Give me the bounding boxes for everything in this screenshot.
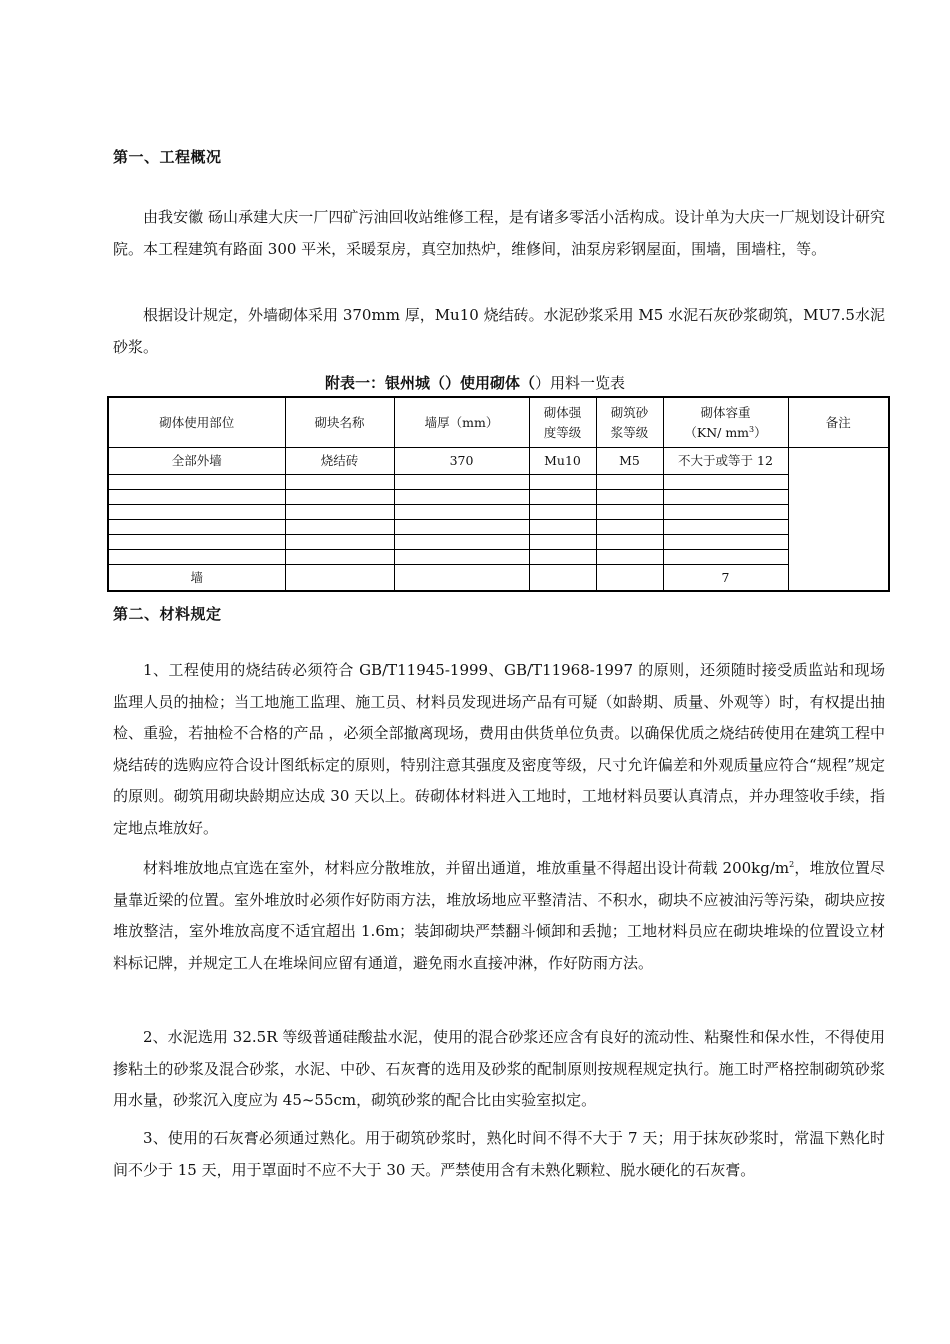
table-row: [108, 565, 889, 592]
header-part: 砌体使用部位: [108, 397, 285, 448]
table-row-blank: [108, 475, 889, 490]
cell-thickness: 370: [394, 448, 529, 475]
header-density: 砌体容重 （KN/ $mm^3$）: [663, 397, 788, 448]
table-row-blank: [108, 490, 889, 505]
table-row-blank: [108, 535, 889, 550]
section2-paragraph-2: 材料堆放地点宜选在室外，材料应分散堆放，并留出通道，堆放重量不得超出设计荷载 $200kg/m^2$，堆放位置尽量靠近梁的位置。室外堆放时必须作好防雨方法，堆放场地应平整清洁、不积水，砌块不应被油污等污染，砌块应按堆放整洁，室外堆放高度不适宜超出 1.6m；装卸砌块严禁翻斗倾卸和丢抛；工地材料员应在砌块堆垛的位置设立材料标记牌，并规定工人在堆垛间应留有通道，避免雨水直接冲淋，作好防雨方法。: [113, 859, 885, 972]
section2-heading: 第二、材料规定: [113, 605, 222, 623]
table-caption-normal: ）用料一览表: [535, 374, 626, 392]
section1-paragraph-1: 由我安徽 砀山承建大庆一厂四矿污油回收站维修工程，是有诸多零活小活构成。设计单为大庆一厂规划设计研究院。本工程建筑有路面 300 平米，采暖泵房，真空加热炉，维修间，油泵房彩钢屋面，围墙，围墙柱，等。: [113, 208, 885, 258]
header-block-name: 砌块名称: [285, 397, 394, 448]
section2-paragraph-3: 2、水泥选用 32.5R 等级普通硅酸盐水泥，使用的混合砂浆还应含有良好的流动性、粘聚性和保水性，不得使用掺粘土的砂浆及混合砂浆，水泥、中砂、石灰膏的选用及砂浆的配制原则按规程规定执行。施工时严格控制砌筑砂浆用水量，砂浆沉入度应为 45~55cm，砌筑砂浆的配合比由实验室拟定。: [113, 1028, 885, 1109]
cell-remark: [788, 448, 889, 592]
cell-strength: Mu10: [529, 448, 596, 475]
cell-density: 7: [663, 565, 788, 592]
header-thickness: 墙厚（mm）: [394, 397, 529, 448]
header-mortar: 砌筑砂 浆等级: [596, 397, 663, 448]
section1-paragraph-2: 根据设计规定，外墙砌体采用 370mm 厚，Mu10 烧结砖。水泥砂浆采用 M5 水泥石灰砂浆砌筑，MU7.5水泥砂浆。: [113, 306, 885, 356]
cell-block-name: 烧结砖: [285, 448, 394, 475]
table-row: [108, 448, 889, 475]
section2-paragraph-1: 1、工程使用的烧结砖必须符合 GB/T11945-1999、GB/T11968-1997 的原则，还须随时接受质监站和现场监理人员的抽检；当工地施工监理、施工员、材料员发现进场产品有可疑（如龄期、质量、外观等）时，有权提出抽检、重验，若抽检不合格的产品 ，必须全部撤离现场，费用由供货单位负责。以确保优质之烧结砖使用在建筑工程中烧结砖的选购应符合设计图纸标定的原则，特别注意其强度及密度等级，尺寸允许偏差和外观质量应符合“规程”规定的原则。砌筑用砌块龄期应达成 30 天以上。砖砌体材料进入工地时，工地材料员要认真清点，并办理签收手续，指定地点堆放好。: [113, 661, 885, 837]
header-remark: 备注: [788, 397, 889, 448]
table-row-blank: [108, 550, 889, 565]
table-header-row: [108, 397, 889, 448]
table-row-blank: [108, 520, 889, 535]
table-caption: [0, 372, 950, 393]
section1-heading: 第一、工程概况: [113, 148, 222, 166]
masonry-material-table: [107, 396, 890, 592]
cell-part: 墙: [108, 565, 285, 592]
cell-part: 全部外墙: [108, 448, 285, 475]
table-caption-bold: 附表一：银州城（）使用砌体（: [324, 374, 535, 392]
cell-mortar: M5: [596, 448, 663, 475]
section2-paragraph-4: 3、使用的石灰膏必须通过熟化。用于砌筑砂浆时，熟化时间不得不大于 7 天；用于抹灰砂浆时，常温下熟化时间不少于 15 天，用于罩面时不应不大于 30 天。严禁使用含有未熟化颗粒、脱水硬化的石灰膏。: [113, 1129, 885, 1179]
table-row-blank: [108, 505, 889, 520]
header-strength: 砌体强 度等级: [529, 397, 596, 448]
cell-density: 不大于或等于 12: [663, 448, 788, 475]
